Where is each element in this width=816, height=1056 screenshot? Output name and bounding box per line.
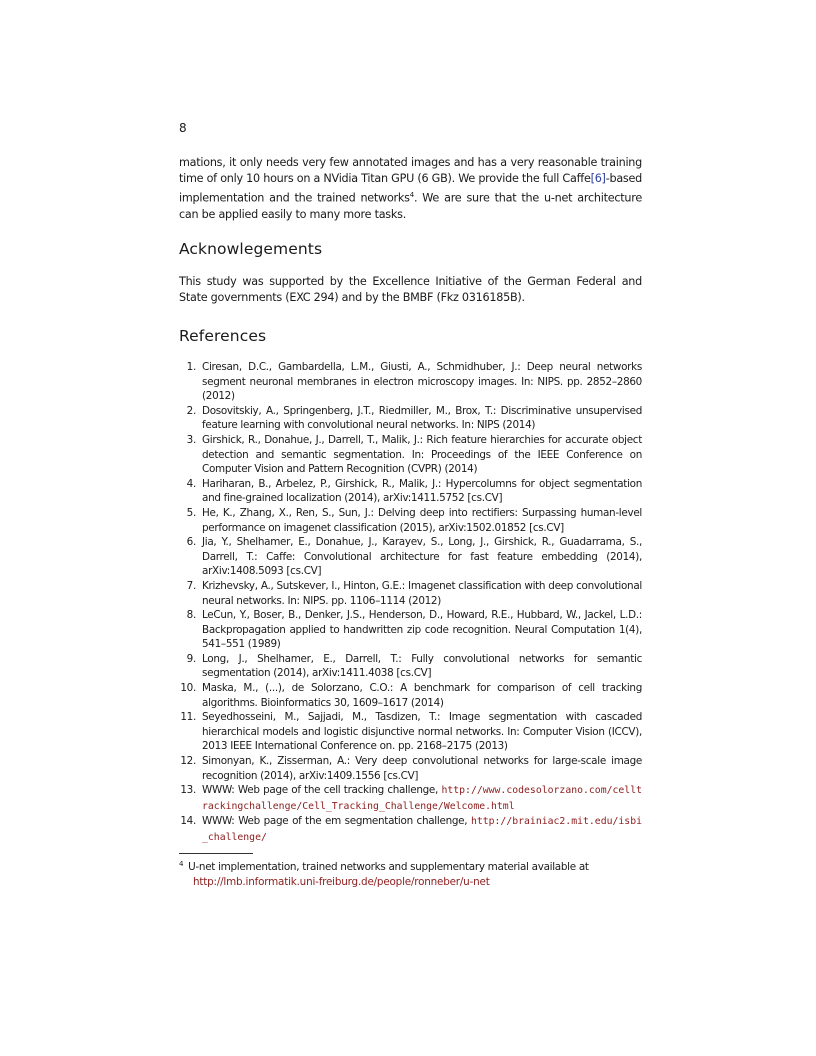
footnote-divider: [179, 853, 253, 854]
reference-text: He, K., Zhang, X., Ren, S., Sun, J.: Delving deep into rectifiers: Surpassing human-level performance on imagenet classification (2015), arXiv:1502.01852 [cs.CV]: [202, 506, 642, 534]
reference-number: 9.: [186, 652, 196, 665]
reference-item: [179, 681, 642, 710]
reference-text: Maska, M., (...), de Solorzano, C.O.: A benchmark for comparison of cell tracking algorithms. Bioinformatics 30, 1609–1617 (2014): [202, 682, 642, 709]
citation-link[interactable]: [6]: [590, 172, 606, 185]
reference-item: [179, 783, 642, 814]
reference-item: [179, 535, 642, 579]
reference-number: 10.: [180, 682, 196, 695]
reference-item: [179, 608, 642, 652]
footnote: [179, 857, 642, 890]
reference-text: Simonyan, K., Zisserman, A.: Very deep convolutional networks for large-scale image recognition (2014), arXiv:1409.1556 [cs.CV]: [202, 755, 642, 782]
reference-item: [179, 360, 642, 404]
reference-item: [179, 652, 642, 681]
reference-number: 4.: [186, 477, 196, 490]
reference-number: 14.: [180, 815, 196, 828]
reference-text: Ciresan, D.C., Gambardella, L.M., Giusti, A., Schmidhuber, J.: Deep neural networks segment neuronal membranes in electron microscopy images. In: NIPS. pp. 2852–2860 (2012): [202, 361, 642, 403]
reference-url-link[interactable]: http://brainiac2.mit.edu/isbi_challenge/: [202, 816, 642, 843]
acknowledgements-paragraph: This study was supported by the Excellence Initiative of the German Federal and State governments (EXC 294) and by the BMBF (Fkz 0316185B).: [179, 275, 642, 304]
footnote-mark[interactable]: 4: [409, 191, 414, 199]
reference-item: [179, 579, 642, 608]
reference-text: LeCun, Y., Boser, B., Denker, J.S., Henderson, D., Howard, R.E., Hubbard, W., Jackel, L.D.: Backpropagation applied to handwritten zip code recognition. Neural Computation 1(4), 541–551 (1989): [202, 609, 642, 651]
intro-text-a: mations, it only needs very few annotated images and has a very reasonable training time of only 10 hours on a NVidia Titan GPU (6 GB). We provide the full Caffe: [179, 156, 642, 185]
footnote-number: 4: [179, 860, 184, 868]
reference-number: 3.: [186, 433, 196, 446]
reference-text: Seyedhosseini, M., Sajjadi, M., Tasdizen, T.: Image segmentation with cascaded hierarchical models and logistic disjunctive normal networks. In: Computer Vision (ICCV), 2013 IEEE International Conference on. pp. 2168–2175 (2013): [202, 711, 642, 753]
reference-item: [179, 754, 642, 783]
reference-item: [179, 506, 642, 535]
reference-text: WWW: Web page of the cell tracking challenge,: [202, 784, 442, 797]
intro-text-c: . We are sure that the u-net architecture can be applied easily to many more tasks.: [179, 191, 643, 221]
reference-number: 7.: [186, 579, 196, 592]
reference-number: 1.: [186, 361, 196, 373]
references-heading: References: [179, 327, 267, 345]
footnote-text: U-net implementation, trained networks and supplementary material available at: [188, 861, 589, 873]
reference-number: 5.: [186, 506, 196, 519]
intro-paragraph: [179, 155, 642, 223]
reference-url-link[interactable]: http://www.codesolorzano.com/celltrackingchallenge/Cell_Tracking_Challenge/Welcome.html: [202, 785, 642, 812]
reference-text: WWW: Web page of the em segmentation challenge,: [202, 815, 471, 828]
footnote-url-link[interactable]: http://lmb.informatik.uni-freiburg.de/people/ronneber/u-net: [193, 876, 490, 888]
reference-item: [179, 477, 642, 506]
reference-number: 11.: [180, 711, 196, 724]
reference-text: Girshick, R., Donahue, J., Darrell, T., Malik, J.: Rich feature hierarchies for accurate object detection and semantic segmentation. In: Proceedings of the IEEE Conference on Computer Vision and Pattern Recognition (CVPR) (2014): [202, 433, 642, 476]
intro-text-b: -based implementation and the trained networks: [179, 172, 642, 205]
reference-text: Krizhevsky, A., Sutskever, I., Hinton, G.E.: Imagenet classification with deep convolutional neural networks. In: NIPS. pp. 1106–1114 (2012): [202, 579, 642, 607]
reference-item: [179, 404, 642, 433]
reference-number: 12.: [180, 755, 196, 768]
reference-number: 2.: [186, 404, 196, 417]
reference-text: Hariharan, B., Arbelez, P., Girshick, R., Malik, J.: Hypercolumns for object segmentation and fine-grained localization (2014), arXiv:1411.5752 [cs.CV]: [202, 477, 642, 505]
reference-number: 13.: [180, 784, 196, 797]
reference-text: Jia, Y., Shelhamer, E., Donahue, J., Karayev, S., Long, J., Girshick, R., Guadarrama, S., Darrell, T.: Caffe: Convolutional architecture for fast feature embedding (2014), arXiv:1408.5093 [cs.CV]: [202, 536, 642, 578]
reference-item: [179, 710, 642, 754]
reference-number: 6.: [186, 536, 196, 549]
reference-item: [179, 814, 642, 845]
reference-list: [179, 360, 642, 846]
acknowledgements-heading: Acknowlegements: [179, 240, 323, 258]
reference-item: [179, 433, 642, 477]
reference-text: Long, J., Shelhamer, E., Darrell, T.: Fully convolutional networks for semantic segmentation (2014), arXiv:1411.4038 [cs.CV]: [202, 652, 642, 680]
page-number: 8: [179, 121, 187, 135]
reference-number: 8.: [186, 609, 196, 622]
reference-text: Dosovitskiy, A., Springenberg, J.T., Riedmiller, M., Brox, T.: Discriminative unsupervised feature learning with convolutional neural networks. In: NIPS (2014): [202, 404, 642, 432]
